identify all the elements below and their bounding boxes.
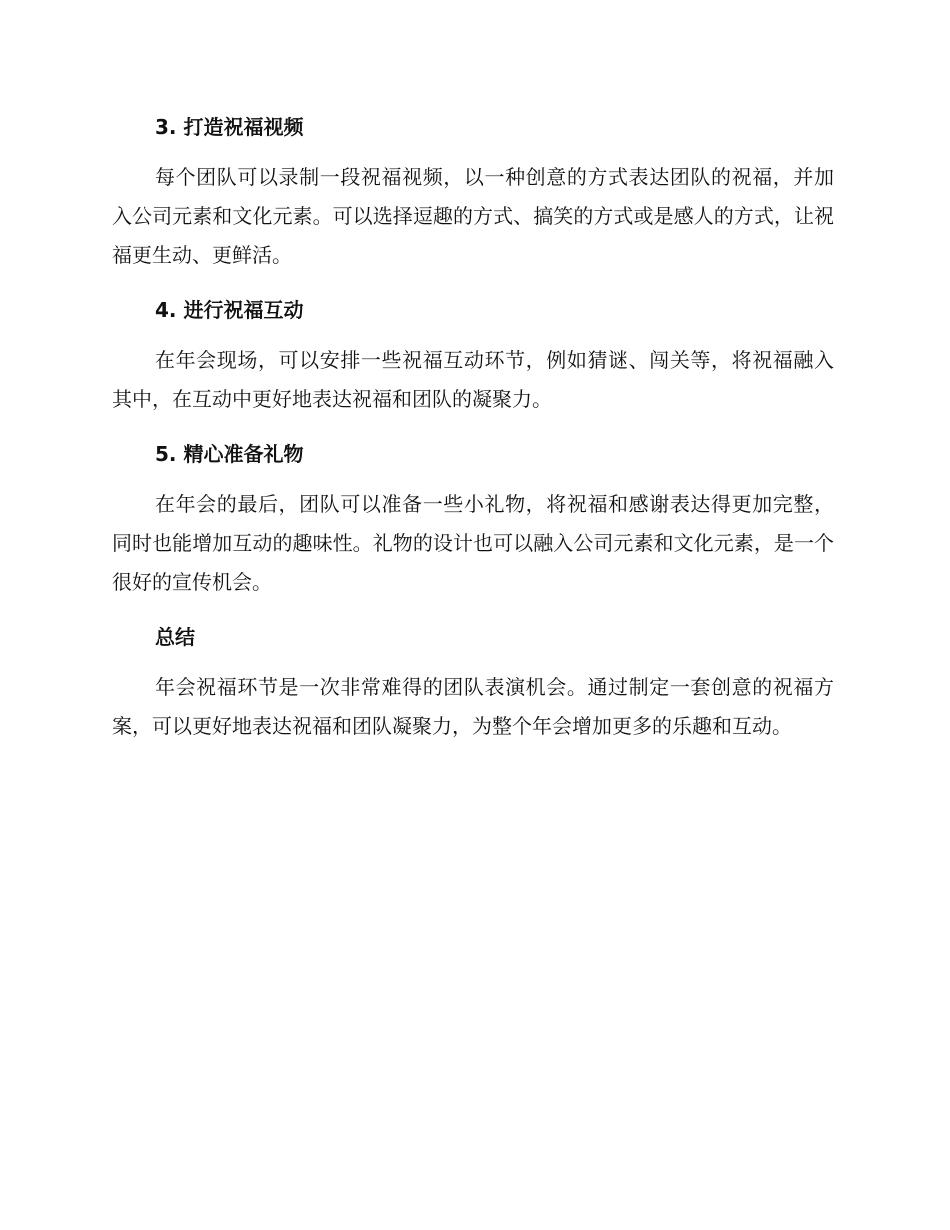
section-paragraph-video: 每个团队可以录制一段祝福视频，以一种创意的方式表达团队的祝福，并加入公司元素和文化元素。可以选择逗趣的方式、搞笑的方式或是感人的方式，让祝福更生动、更鲜活。 <box>112 165 834 267</box>
section-heading-summary: 总结 <box>155 625 195 649</box>
section-heading-gifts: 5. 精心准备礼物 <box>155 442 304 466</box>
section-heading-video: 3. 打造祝福视频 <box>155 115 304 139</box>
section-heading-interaction: 4. 进行祝福互动 <box>155 298 304 322</box>
section-paragraph-summary: 年会祝福环节是一次非常难得的团队表演机会。通过制定一套创意的祝福方案，可以更好地表达祝福和团队凝聚力，为整个年会增加更多的乐趣和互动。 <box>112 675 834 738</box>
section-paragraph-gifts: 在年会的最后，团队可以准备一些小礼物，将祝福和感谢表达得更加完整，同时也能增加互动的趣味性。礼物的设计也可以融入公司元素和文化元素，是一个很好的宣传机会。 <box>112 492 834 594</box>
document-page <box>112 108 834 746</box>
section-paragraph-interaction: 在年会现场，可以安排一些祝福互动环节，例如猜谜、闯关等，将祝福融入其中，在互动中更好地表达祝福和团队的凝聚力。 <box>112 348 834 411</box>
